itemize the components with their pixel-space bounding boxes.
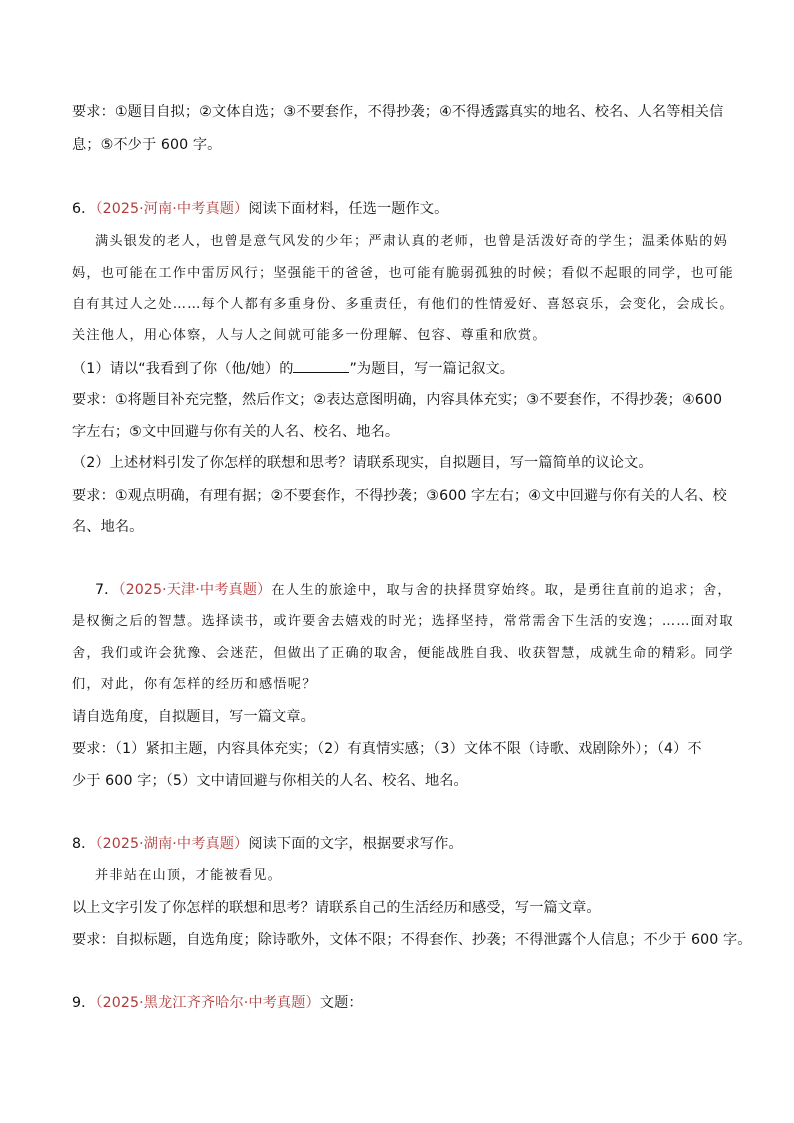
requirement-line: 要求：①观点明确，有理有据；②不要套作，不得抄袭；③600 字左右；④文中回避与你有关的人名、校 (72, 488, 727, 504)
question-8-header (72, 834, 463, 854)
material-line: 们，对此，你有怎样的经历和感悟呢？ (72, 677, 317, 692)
material-line: 妈，也可能在工作中雷厉风行；坚强能干的爸爸，也可能有脆弱孤独的时候；看似不起眼的同学，也可能 (72, 266, 734, 281)
material-line: 舍，我们或许会犹豫、会迷茫，但做出了正确的取舍，便能战胜自我、收获智慧，成就生命的精彩。同学 (72, 646, 734, 661)
requirement-line: 要求：（1）紧扣主题，内容具体充实；（2）有真情实感；（3）文体不限（诗歌、戏剧除外）；（4）不 (72, 741, 702, 757)
task-1-text-pre: （1）请以“我看到了你（他/她）的 (72, 361, 294, 377)
question-number: 7． (95, 582, 119, 598)
requirement-line: 字左右；⑤文中回避与你有关的人名、校名、地名。 (72, 424, 400, 440)
question-source: （2025·河南·中考真题） (95, 201, 249, 217)
material-line: 在人生的旅途中，取与舍的抉择贯穿始终。取，是勇往直前的追求；舍， (271, 583, 732, 598)
question-number: 6． (72, 201, 96, 217)
question-number: 8． (72, 836, 96, 852)
task-text: 以上文字引发了你怎样的联想和思考？请联系自己的生活经历和感受，写一篇文章。 (72, 900, 601, 916)
fill-blank (293, 358, 349, 373)
requirement-line: 名、地名。 (72, 519, 144, 535)
question-source: （2025·湖南·中考真题） (95, 836, 249, 852)
question-9-header (72, 993, 363, 1013)
question-6-header (72, 199, 448, 219)
material-line: 是权衡之后的智慧。选择读书，或许要舍去嬉戏的时光；选择坚持，常常需舍下生活的安逸；……面对取 (72, 614, 734, 629)
requirement-line: 要求：自拟标题，自选角度；除诗歌外，文体不限；不得套作、抄袭；不得泄露个人信息；不少于 600 字。 (72, 932, 752, 948)
question-7-header (95, 580, 732, 601)
task-1-text-post: ”为题目，写一篇记叙文。 (349, 361, 515, 377)
question-source: （2025·天津·中考真题） (118, 582, 272, 598)
task-2: （2）上述材料引发了你怎样的联想和思考？请联系现实，自拟题目，写一篇简单的议论文。 (72, 455, 653, 471)
material-line: 关注他人，用心体察，人与人之间就可能多一份理解、包容、尊重和欣赏。 (72, 328, 547, 343)
material-line: 满头银发的老人，也曾是意气风发的少年；严肃认真的老师，也曾是活泼好奇的学生；温柔体贴的妈 (95, 234, 729, 249)
question-number: 9． (72, 995, 96, 1011)
requirement-line: 息；⑤不少于 600 字。 (72, 137, 222, 153)
question-prompt: 阅读下面的文字，根据要求写作。 (248, 836, 463, 852)
requirement-line: 少于 600 字；（5）文中请回避与你相关的人名、校名、地名。 (72, 773, 468, 789)
question-source: （2025·黑龙江齐齐哈尔·中考真题） (95, 995, 320, 1011)
material-line: 并非站在山顶，才能被看见。 (95, 868, 283, 883)
requirement-line: 要求：①题目自拟；②文体自选；③不要套作，不得抄袭；④不得透露真实的地名、校名、人名等相关信 (72, 104, 724, 120)
question-prompt: 阅读下面材料，任选一题作文。 (248, 201, 449, 217)
material-line: 自有其过人之处……每个人都有多重身份、多重责任，有他们的性情爱好、喜怒哀乐，会变化，会成长。 (72, 297, 734, 312)
task-1 (72, 358, 514, 379)
requirement-line: 要求：①将题目补充完整，然后作文；②表达意图明确，内容具体充实；③不要套作，不得抄袭；④600 (72, 392, 723, 408)
question-prompt: 请自选角度，自拟题目，写一篇文章。 (72, 709, 315, 725)
question-prompt: 文题： (319, 995, 363, 1011)
